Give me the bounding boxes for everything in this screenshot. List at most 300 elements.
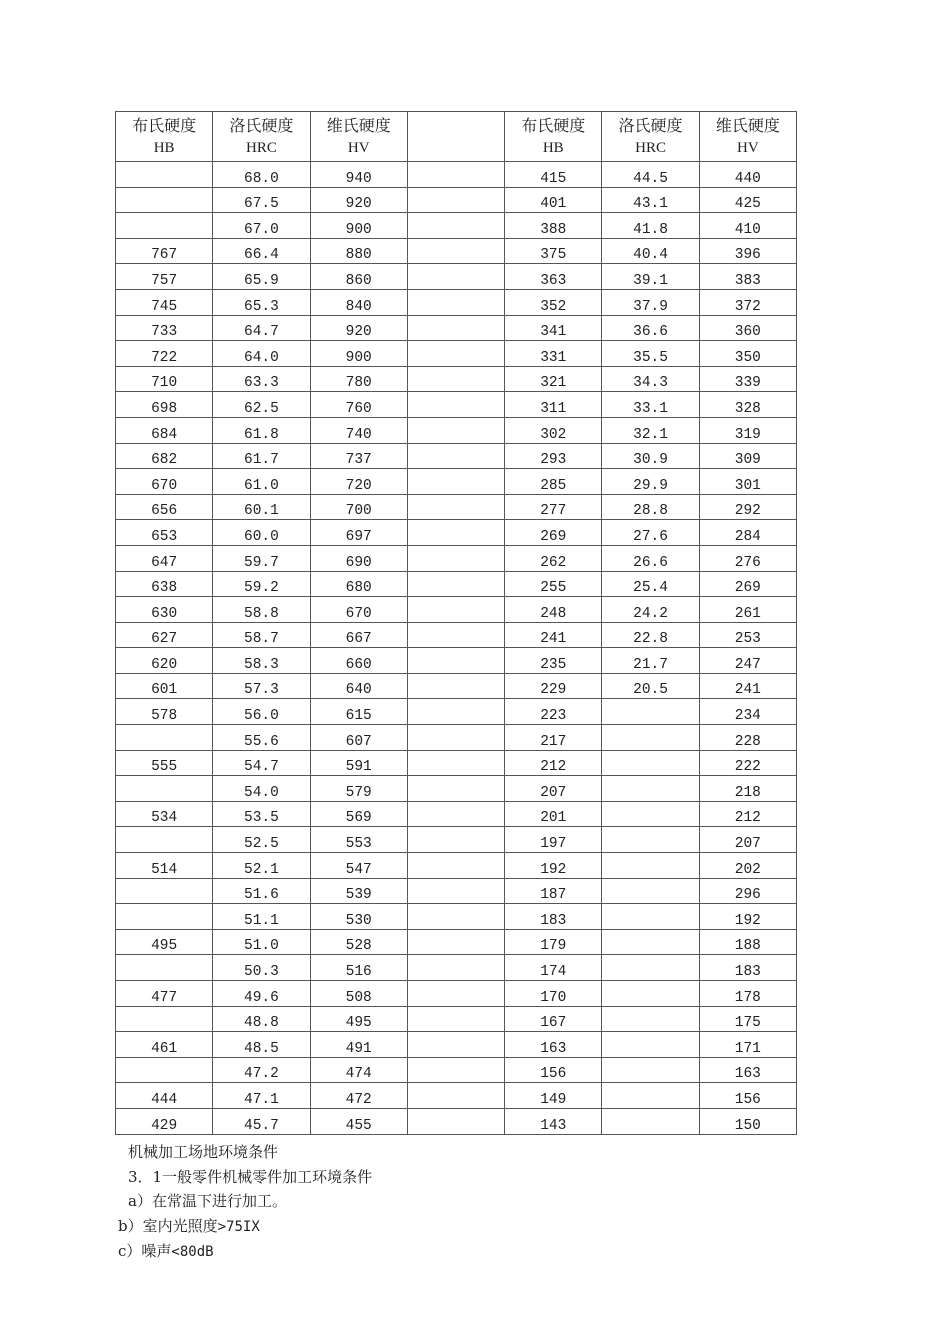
table-row [116, 955, 797, 981]
table-cell [116, 187, 213, 213]
table-row [116, 1108, 797, 1134]
table-cell [407, 853, 504, 879]
table-cell: 247 [699, 648, 796, 674]
table-cell: 178 [699, 981, 796, 1007]
table-cell [602, 725, 699, 751]
column-header-name: 洛氏硬度 [618, 115, 683, 135]
table-cell: 410 [699, 213, 796, 239]
column-header-unit: HB [542, 139, 564, 156]
table-cell: 36.6 [602, 315, 699, 341]
table-cell: 20.5 [602, 673, 699, 699]
table-cell: 229 [505, 673, 602, 699]
table-cell: 55.6 [213, 725, 310, 751]
table-cell: 477 [116, 981, 213, 1007]
table-row [116, 929, 797, 955]
table-cell: 45.7 [213, 1108, 310, 1134]
table-row [116, 238, 797, 264]
table-cell: 553 [310, 827, 407, 853]
table-cell: 534 [116, 801, 213, 827]
table-cell: 212 [505, 750, 602, 776]
table-cell: 363 [505, 264, 602, 290]
table-cell: 860 [310, 264, 407, 290]
table-cell: 733 [116, 315, 213, 341]
table-cell: 285 [505, 469, 602, 495]
table-cell [602, 1032, 699, 1058]
table-cell: 170 [505, 981, 602, 1007]
hardness-conversion-table [115, 111, 797, 1135]
table-row [116, 366, 797, 392]
table-cell: 455 [310, 1108, 407, 1134]
table-cell: 217 [505, 725, 602, 751]
note-item-b-label: b）室内光照度 [118, 1216, 218, 1235]
table-cell: 620 [116, 648, 213, 674]
table-row [116, 673, 797, 699]
table-cell: 64.7 [213, 315, 310, 341]
table-cell: 920 [310, 187, 407, 213]
table-cell: 67.0 [213, 213, 310, 239]
table-cell: 163 [699, 1057, 796, 1083]
table-cell: 740 [310, 417, 407, 443]
table-cell: 51.1 [213, 904, 310, 930]
table-row [116, 801, 797, 827]
table-cell: 39.1 [602, 264, 699, 290]
table-cell: 720 [310, 469, 407, 495]
table-cell: 840 [310, 289, 407, 315]
table-cell: 900 [310, 213, 407, 239]
table-cell: 163 [505, 1032, 602, 1058]
table-cell: 234 [699, 699, 796, 725]
table-cell [407, 341, 504, 367]
table-cell [407, 417, 504, 443]
table-row [116, 853, 797, 879]
table-cell: 284 [699, 520, 796, 546]
table-cell [602, 1108, 699, 1134]
table-cell: 555 [116, 750, 213, 776]
table-cell: 207 [699, 827, 796, 853]
table-row [116, 1032, 797, 1058]
table-cell [116, 162, 213, 188]
table-cell: 63.3 [213, 366, 310, 392]
table-cell: 495 [116, 929, 213, 955]
table-cell [116, 878, 213, 904]
table-cell [407, 597, 504, 623]
table-cell: 900 [310, 341, 407, 367]
table-cell: 472 [310, 1083, 407, 1109]
column-header-name: 维氏硬度 [326, 115, 391, 135]
table-cell: 388 [505, 213, 602, 239]
table-cell: 607 [310, 725, 407, 751]
table-cell: 491 [310, 1032, 407, 1058]
table-cell: 235 [505, 648, 602, 674]
table-cell: 54.0 [213, 776, 310, 802]
table-cell [116, 955, 213, 981]
table-cell: 638 [116, 571, 213, 597]
table-cell: 27.6 [602, 520, 699, 546]
table-cell [407, 776, 504, 802]
table-cell [602, 878, 699, 904]
table-cell: 293 [505, 443, 602, 469]
table-cell [407, 878, 504, 904]
table-row [116, 443, 797, 469]
table-cell: 248 [505, 597, 602, 623]
table-cell: 615 [310, 699, 407, 725]
column-header [213, 112, 310, 162]
table-cell: 48.5 [213, 1032, 310, 1058]
table-cell: 37.9 [602, 289, 699, 315]
table-cell [407, 1006, 504, 1032]
table-cell [407, 443, 504, 469]
table-cell: 601 [116, 673, 213, 699]
table-cell: 33.1 [602, 392, 699, 418]
table-cell [407, 801, 504, 827]
column-header [407, 112, 504, 162]
table-cell [407, 699, 504, 725]
note-item-b-value: >75IX [217, 1218, 260, 1235]
table-cell: 539 [310, 878, 407, 904]
column-header [116, 112, 213, 162]
table-row [116, 264, 797, 290]
table-cell: 440 [699, 162, 796, 188]
table-cell: 21.7 [602, 648, 699, 674]
table-cell: 47.1 [213, 1083, 310, 1109]
table-cell [407, 289, 504, 315]
table-cell [407, 238, 504, 264]
table-row [116, 392, 797, 418]
table-cell: 143 [505, 1108, 602, 1134]
table-cell: 302 [505, 417, 602, 443]
table-row [116, 904, 797, 930]
table-cell: 780 [310, 366, 407, 392]
table-cell: 65.3 [213, 289, 310, 315]
table-cell: 30.9 [602, 443, 699, 469]
table-row [116, 750, 797, 776]
table-row [116, 622, 797, 648]
table-cell [116, 827, 213, 853]
table-cell: 292 [699, 494, 796, 520]
table-cell [602, 699, 699, 725]
table-cell: 24.2 [602, 597, 699, 623]
table-row [116, 469, 797, 495]
table-row [116, 571, 797, 597]
table-cell [116, 1006, 213, 1032]
note-item-b [118, 1214, 372, 1240]
table-cell: 261 [699, 597, 796, 623]
table-cell [407, 981, 504, 1007]
table-cell: 341 [505, 315, 602, 341]
table-cell [602, 955, 699, 981]
table-cell: 174 [505, 955, 602, 981]
table-cell: 222 [699, 750, 796, 776]
table-cell: 630 [116, 597, 213, 623]
table-cell: 328 [699, 392, 796, 418]
subsection-title: 3．1一般零件机械零件加工环境条件 [128, 1167, 373, 1186]
table-cell: 22.8 [602, 622, 699, 648]
table-cell: 350 [699, 341, 796, 367]
table-cell: 429 [116, 1108, 213, 1134]
table-cell [407, 1108, 504, 1134]
table-cell [116, 725, 213, 751]
table-cell: 684 [116, 417, 213, 443]
table-cell: 591 [310, 750, 407, 776]
table-cell: 52.1 [213, 853, 310, 879]
table-cell: 28.8 [602, 494, 699, 520]
table-cell: 29.9 [602, 469, 699, 495]
table-cell: 156 [699, 1083, 796, 1109]
column-header [699, 112, 796, 162]
table-cell: 61.0 [213, 469, 310, 495]
table-row [116, 1057, 797, 1083]
column-header-name: 维氏硬度 [715, 115, 780, 135]
table-cell [407, 904, 504, 930]
table-cell: 660 [310, 648, 407, 674]
table-cell: 647 [116, 545, 213, 571]
table-cell: 331 [505, 341, 602, 367]
table-cell: 578 [116, 699, 213, 725]
table-cell: 150 [699, 1108, 796, 1134]
table-cell: 656 [116, 494, 213, 520]
table-row [116, 213, 797, 239]
table-cell [407, 571, 504, 597]
table-cell: 60.0 [213, 520, 310, 546]
table-cell: 700 [310, 494, 407, 520]
table-cell: 352 [505, 289, 602, 315]
table-cell: 579 [310, 776, 407, 802]
table-cell: 49.6 [213, 981, 310, 1007]
table-cell: 40.4 [602, 238, 699, 264]
table-cell [407, 213, 504, 239]
table-cell [116, 213, 213, 239]
table-cell: 223 [505, 699, 602, 725]
table-row [116, 289, 797, 315]
table-cell [407, 648, 504, 674]
table-cell: 34.3 [602, 366, 699, 392]
table-cell [602, 827, 699, 853]
table-cell: 670 [116, 469, 213, 495]
table-cell: 25.4 [602, 571, 699, 597]
table-cell: 53.5 [213, 801, 310, 827]
table-cell: 319 [699, 417, 796, 443]
note-item-c-label: c）噪声 [118, 1242, 172, 1260]
table-row [116, 878, 797, 904]
table-cell: 697 [310, 520, 407, 546]
table-cell: 41.8 [602, 213, 699, 239]
table-cell: 48.8 [213, 1006, 310, 1032]
column-header-name: 布氏硬度 [132, 115, 197, 135]
table-cell: 425 [699, 187, 796, 213]
table-cell: 241 [505, 622, 602, 648]
column-header-name: 洛氏硬度 [229, 115, 294, 135]
table-row [116, 699, 797, 725]
table-cell: 360 [699, 315, 796, 341]
table-cell: 670 [310, 597, 407, 623]
table-header-row [116, 112, 797, 162]
table-cell: 547 [310, 853, 407, 879]
column-header [602, 112, 699, 162]
table-cell [407, 187, 504, 213]
table-cell: 767 [116, 238, 213, 264]
table-cell [407, 1083, 504, 1109]
table-cell [116, 776, 213, 802]
table-cell [602, 904, 699, 930]
note-item-a: a）在常温下进行加工。 [128, 1192, 287, 1210]
table-cell: 920 [310, 315, 407, 341]
table-cell [407, 315, 504, 341]
table-row [116, 597, 797, 623]
column-header-unit: HV [347, 139, 370, 156]
table-row [116, 981, 797, 1007]
table-row [116, 827, 797, 853]
table-cell: 241 [699, 673, 796, 699]
table-cell: 50.3 [213, 955, 310, 981]
table-cell: 52.5 [213, 827, 310, 853]
table-cell: 680 [310, 571, 407, 597]
table-body [116, 162, 797, 1135]
table-cell: 339 [699, 366, 796, 392]
table-cell [407, 955, 504, 981]
table-cell: 61.7 [213, 443, 310, 469]
table-cell [602, 1083, 699, 1109]
table-row [116, 341, 797, 367]
table-cell: 690 [310, 545, 407, 571]
note-item-c [118, 1239, 372, 1265]
table-cell: 60.1 [213, 494, 310, 520]
table-cell [116, 1057, 213, 1083]
table-cell: 65.9 [213, 264, 310, 290]
table-cell [602, 1006, 699, 1032]
table-cell: 667 [310, 622, 407, 648]
table-cell: 202 [699, 853, 796, 879]
table-cell: 188 [699, 929, 796, 955]
table-cell: 64.0 [213, 341, 310, 367]
table-cell: 58.3 [213, 648, 310, 674]
table-cell: 508 [310, 981, 407, 1007]
table-cell: 156 [505, 1057, 602, 1083]
table-cell: 192 [699, 904, 796, 930]
table-cell [407, 725, 504, 751]
table-cell: 201 [505, 801, 602, 827]
table-cell: 396 [699, 238, 796, 264]
note-item-c-value: <80dB [171, 1244, 214, 1260]
table-cell: 383 [699, 264, 796, 290]
table-cell: 375 [505, 238, 602, 264]
table-cell: 940 [310, 162, 407, 188]
table-cell: 44.5 [602, 162, 699, 188]
table-cell [602, 750, 699, 776]
table-cell [407, 494, 504, 520]
table-cell: 401 [505, 187, 602, 213]
table-cell [407, 827, 504, 853]
table-cell [407, 1032, 504, 1058]
table-cell: 255 [505, 571, 602, 597]
environment-notes [118, 1140, 372, 1265]
table-row [116, 725, 797, 751]
section-heading: 机械加工场地环境条件 [128, 1143, 279, 1161]
table-cell: 262 [505, 545, 602, 571]
table-cell [602, 776, 699, 802]
table-cell [407, 162, 504, 188]
table-cell [407, 264, 504, 290]
table-cell [407, 673, 504, 699]
table-cell: 444 [116, 1083, 213, 1109]
table-cell: 276 [699, 545, 796, 571]
table-cell: 67.5 [213, 187, 310, 213]
table-cell: 167 [505, 1006, 602, 1032]
table-cell [407, 750, 504, 776]
table-cell: 56.0 [213, 699, 310, 725]
table-cell: 62.5 [213, 392, 310, 418]
table-cell: 66.4 [213, 238, 310, 264]
column-header-unit: HRC [635, 139, 666, 156]
table-cell: 32.1 [602, 417, 699, 443]
table-cell: 59.2 [213, 571, 310, 597]
table-cell: 745 [116, 289, 213, 315]
table-cell [407, 392, 504, 418]
table-cell: 179 [505, 929, 602, 955]
table-cell: 68.0 [213, 162, 310, 188]
table-cell: 43.1 [602, 187, 699, 213]
table-cell: 212 [699, 801, 796, 827]
table-cell: 183 [505, 904, 602, 930]
table-cell: 192 [505, 853, 602, 879]
table-cell: 737 [310, 443, 407, 469]
table-cell: 321 [505, 366, 602, 392]
table-cell: 309 [699, 443, 796, 469]
table-cell: 528 [310, 929, 407, 955]
table-cell: 47.2 [213, 1057, 310, 1083]
table-cell: 26.6 [602, 545, 699, 571]
table-cell: 51.0 [213, 929, 310, 955]
table-cell: 277 [505, 494, 602, 520]
table-cell: 175 [699, 1006, 796, 1032]
table-row [116, 315, 797, 341]
column-header-unit: HB [153, 139, 175, 156]
table-cell: 269 [505, 520, 602, 546]
table-row [116, 162, 797, 188]
table-cell: 269 [699, 571, 796, 597]
column-header [505, 112, 602, 162]
table-cell: 187 [505, 878, 602, 904]
table-cell: 54.7 [213, 750, 310, 776]
table-cell: 569 [310, 801, 407, 827]
table-cell: 372 [699, 289, 796, 315]
table-cell: 640 [310, 673, 407, 699]
table-cell: 228 [699, 725, 796, 751]
table-cell: 197 [505, 827, 602, 853]
table-cell [407, 1057, 504, 1083]
table-cell: 171 [699, 1032, 796, 1058]
table-cell: 653 [116, 520, 213, 546]
table-cell: 61.8 [213, 417, 310, 443]
table-cell [116, 904, 213, 930]
column-header [310, 112, 407, 162]
table-cell: 760 [310, 392, 407, 418]
table-cell [602, 801, 699, 827]
table-cell: 722 [116, 341, 213, 367]
table-cell [602, 929, 699, 955]
table-cell: 514 [116, 853, 213, 879]
table-cell: 710 [116, 366, 213, 392]
table-cell: 58.8 [213, 597, 310, 623]
table-cell: 57.3 [213, 673, 310, 699]
table-cell: 51.6 [213, 878, 310, 904]
table-cell: 58.7 [213, 622, 310, 648]
table-cell [407, 469, 504, 495]
table-cell: 253 [699, 622, 796, 648]
table-cell: 35.5 [602, 341, 699, 367]
table-cell: 59.7 [213, 545, 310, 571]
table-cell: 461 [116, 1032, 213, 1058]
table-cell: 474 [310, 1057, 407, 1083]
